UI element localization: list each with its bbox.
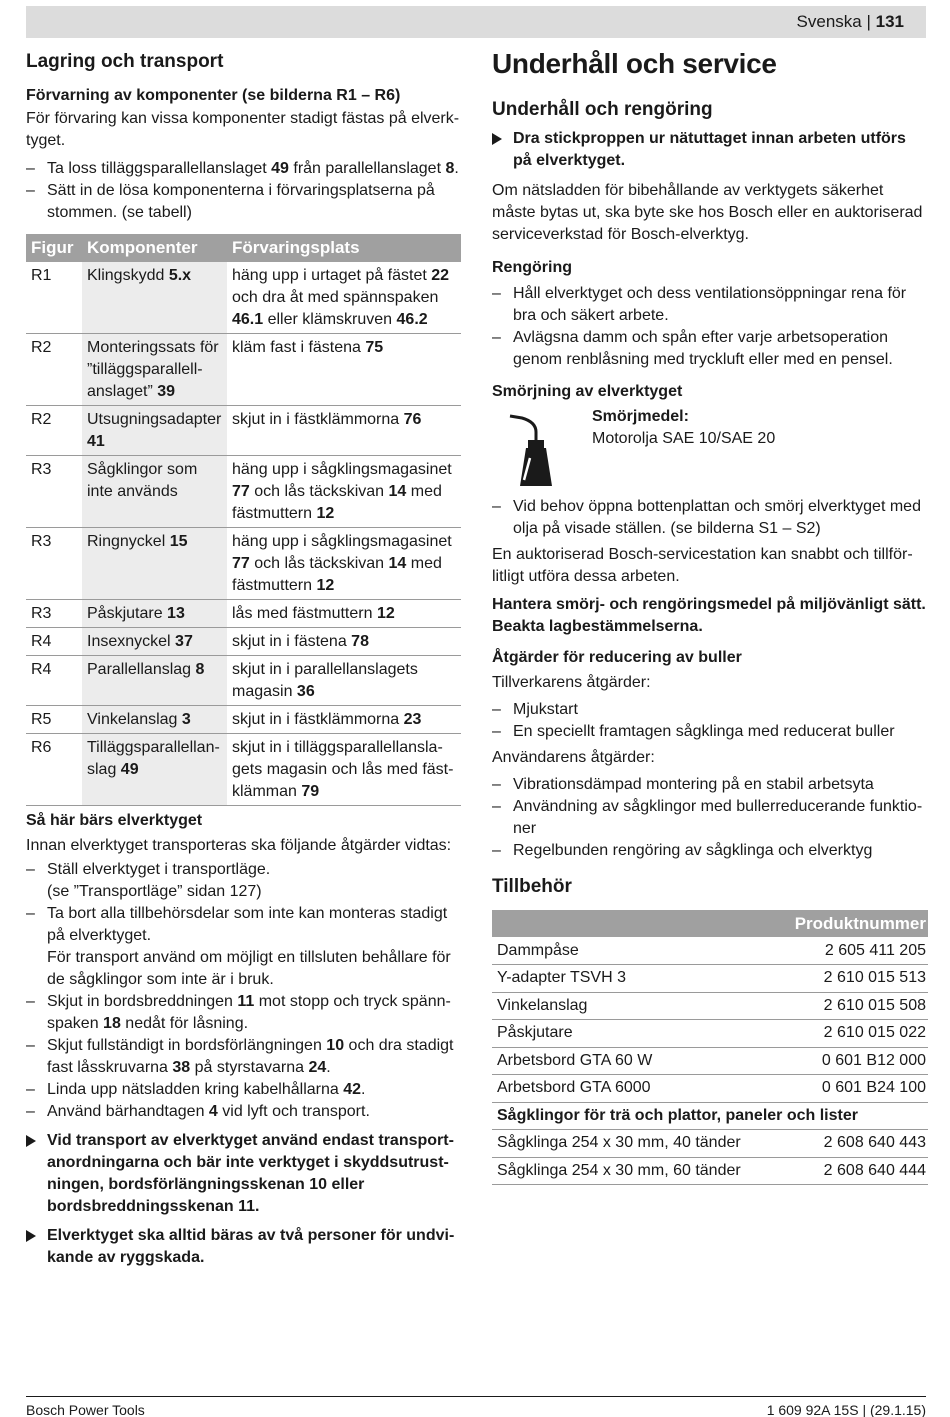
accessory-row bbox=[492, 1047, 928, 1075]
transport-step: – Ställ elverktyget i transportläge. (se ”Transportläge” sidan 127) bbox=[26, 859, 461, 903]
table-row bbox=[26, 734, 461, 806]
table-row bbox=[26, 706, 461, 734]
footer-brand: Bosch Power Tools bbox=[26, 1402, 145, 1417]
accessory-number: 2 608 640 443 bbox=[794, 1130, 928, 1158]
cell-place: skjut in i tilläggsparallellanslagets magasin och lås med fästklämman 79 bbox=[227, 734, 461, 806]
cell-figure: R3 bbox=[26, 600, 82, 628]
oil-can-icon bbox=[506, 408, 566, 488]
lube-title: Smörjning av elverktyget bbox=[492, 383, 683, 400]
warning-text: Elverktyget ska alltid bäras av två personer för undvikande av ryggskada. bbox=[47, 1227, 455, 1266]
warning-text: Vid transport av elverktyget använd endast transportanordningarna och bär inte verktyget i skyddsutrustningen, bordsförlängningsskenan 10 eller bordsbreddningsskenan 11. bbox=[47, 1132, 454, 1215]
table-row bbox=[26, 406, 461, 456]
maker-measures-label: Tillverkarens åtgärder: bbox=[492, 674, 651, 691]
warning-triangle-icon bbox=[26, 1135, 36, 1147]
warning-item bbox=[26, 1130, 461, 1218]
maker-measure: – En speciellt framtagen sågklinga med reducerat buller bbox=[492, 721, 928, 743]
accessory-name: Arbetsbord GTA 60 W bbox=[492, 1047, 794, 1075]
table-row bbox=[26, 528, 461, 600]
accessory-row bbox=[492, 965, 928, 993]
transport-steps bbox=[26, 859, 461, 1123]
user-steps bbox=[492, 774, 928, 862]
transport-warnings bbox=[26, 1130, 461, 1269]
cell-figure: R3 bbox=[26, 528, 82, 600]
cell-component: Klingskydd 5.x bbox=[82, 262, 227, 334]
transport-step: – Skjut in bordsbreddningen 11 mot stopp och tryck spännspaken 18 nedåt för låsning. bbox=[26, 991, 461, 1035]
accessory-number: 2 610 015 513 bbox=[794, 965, 928, 993]
cell-figure: R6 bbox=[26, 734, 82, 806]
accessory-section-label: Sågklingor för trä och plattor, paneler och lister bbox=[492, 1102, 928, 1130]
accessory-number: 0 601 B12 000 bbox=[794, 1047, 928, 1075]
cell-component: Ringnyckel 15 bbox=[82, 528, 227, 600]
accessory-row bbox=[492, 1157, 928, 1185]
footer-doc-id: 1 609 92A 15S | (29.1.15) bbox=[766, 1402, 926, 1417]
accessory-number: 2 605 411 205 bbox=[794, 937, 928, 965]
warning-item bbox=[26, 1225, 461, 1269]
cell-figure: R1 bbox=[26, 262, 82, 334]
transport-step: – Ta bort alla tillbehörsdelar som inte kan monteras stadigt på elverktyget. För transport använd om möjligt en tillsluten behållare för de sågklingor som inte är i bruk. bbox=[26, 903, 461, 991]
noise-title: Åtgärder för reducering av buller bbox=[492, 649, 742, 666]
cell-place: skjut in i fästklämmorna 23 bbox=[227, 706, 461, 734]
table-row bbox=[26, 262, 461, 334]
right-column bbox=[492, 46, 928, 1185]
cell-component: Parallellanslag 8 bbox=[82, 656, 227, 706]
accessories-table bbox=[492, 910, 928, 1185]
cell-place: skjut in i fästena 78 bbox=[227, 628, 461, 656]
user-measures-label: Användarens åtgärder: bbox=[492, 749, 655, 766]
accessory-name: Sågklinga 254 x 30 mm, 40 tänder bbox=[492, 1130, 794, 1158]
cell-figure: R4 bbox=[26, 628, 82, 656]
accessory-row bbox=[492, 992, 928, 1020]
table-row bbox=[26, 628, 461, 656]
col-header-place: Förvaringsplats bbox=[227, 234, 461, 262]
cleaning-step: – Avlägsna damm och spån efter varje arbetsoperation genom renblåsning med tryckluft eller med en pensel. bbox=[492, 327, 928, 371]
storage-step: – Ta loss tilläggsparallellanslaget 49 från parallellanslaget 8. bbox=[26, 158, 461, 180]
cell-component: Sågklingor som inte används bbox=[82, 456, 227, 528]
maker-measure: – Mjukstart bbox=[492, 699, 928, 721]
accessory-name: Y-adapter TSVH 3 bbox=[492, 965, 794, 993]
cell-figure: R2 bbox=[26, 334, 82, 406]
product-number-header: Produktnummer bbox=[492, 910, 928, 937]
accessory-row bbox=[492, 1075, 928, 1103]
accessory-number: 0 601 B24 100 bbox=[794, 1075, 928, 1103]
accessory-section-row bbox=[492, 1102, 928, 1130]
storage-table bbox=[26, 234, 461, 806]
accessory-row bbox=[492, 937, 928, 965]
storage-intro: För förvaring kan vissa komponenter stadigt fästas på elverktyget. bbox=[26, 110, 460, 149]
section-title-storage: Lagring och transport bbox=[26, 51, 224, 72]
accessory-name: Arbetsbord GTA 6000 bbox=[492, 1075, 794, 1103]
user-measure: – Regelbunden rengöring av sågklinga och elverktyg bbox=[492, 840, 928, 862]
page-header bbox=[797, 11, 904, 33]
cell-component: Utsugningsadapter 41 bbox=[82, 406, 227, 456]
header-language: Svenska bbox=[796, 12, 862, 31]
storage-step: – Sätt in de lösa komponenterna i förvaringsplatserna på stommen. (se tabell) bbox=[26, 180, 461, 224]
table-row bbox=[26, 334, 461, 406]
storage-steps bbox=[26, 158, 461, 224]
accessory-row bbox=[492, 1130, 928, 1158]
cell-place: lås med fästmuttern 12 bbox=[227, 600, 461, 628]
maintenance-warning bbox=[492, 128, 928, 172]
header-bar bbox=[26, 6, 926, 38]
lube-steps bbox=[492, 496, 928, 540]
cell-component: Vinkelanslag 3 bbox=[82, 706, 227, 734]
table-row bbox=[26, 456, 461, 528]
transport-step: – Skjut fullständigt in bordsförlängningen 10 och dra stadigt fast låsskruvarna 38 på styrstavarna 24. bbox=[26, 1035, 461, 1079]
left-column bbox=[26, 46, 461, 1269]
maker-steps bbox=[492, 699, 928, 743]
col-header-component: Komponenter bbox=[82, 234, 227, 262]
cell-component: Monteringssats för ”tilläggsparallellanslaget” 39 bbox=[82, 334, 227, 406]
warning-triangle-icon bbox=[492, 133, 502, 145]
accessory-name: Sågklinga 254 x 30 mm, 60 tänder bbox=[492, 1157, 794, 1185]
transport-intro: Innan elverktyget transporteras ska följande åtgärder vidtas: bbox=[26, 837, 452, 854]
accessories-title: Tillbehör bbox=[492, 876, 572, 897]
page-number: 131 bbox=[875, 12, 904, 31]
cell-component: Insexnyckel 37 bbox=[82, 628, 227, 656]
environment-text: Hantera smörj- och rengöringsmedel på miljövänligt sätt. Beakta lagbestämmelserna. bbox=[492, 596, 926, 635]
cell-place: skjut in i fästklämmorna 76 bbox=[227, 406, 461, 456]
transport-step: – Använd bärhandtagen 4 vid lyft och transport. bbox=[26, 1101, 461, 1123]
maintenance-warning-text: Dra stickproppen ur nätuttaget innan arbeten utförs på elverktyget. bbox=[513, 130, 906, 169]
cleaning-step: – Håll elverktyget och dess ventilationsöppningar rena för bra och säkert arbete. bbox=[492, 283, 928, 327]
cell-component: Tilläggsparallellanslag 49 bbox=[82, 734, 227, 806]
accessory-number: 2 610 015 022 bbox=[794, 1020, 928, 1048]
accessory-name: Påskjutare bbox=[492, 1020, 794, 1048]
cell-place: skjut in i parallellanslagets magasin 36 bbox=[227, 656, 461, 706]
col-header-figure: Figur bbox=[26, 234, 82, 262]
lube-label: Smörjmedel: bbox=[592, 408, 689, 425]
accessory-name: Dammpåse bbox=[492, 937, 794, 965]
cell-figure: R4 bbox=[26, 656, 82, 706]
header-separator: | bbox=[866, 12, 871, 31]
transport-title: Så här bärs elverktyget bbox=[26, 812, 203, 829]
user-measure: – Vibrationsdämpad montering på en stabil arbetsyta bbox=[492, 774, 928, 796]
user-measure: – Användning av sågklingor med bullerreducerande funktioner bbox=[492, 796, 928, 840]
transport-step: – Linda upp nätsladden kring kabelhållarna 42. bbox=[26, 1079, 461, 1101]
accessory-number: 2 608 640 444 bbox=[794, 1157, 928, 1185]
accessory-row bbox=[492, 1020, 928, 1048]
table-row bbox=[26, 600, 461, 628]
storage-subtitle: Förvarning av komponenter (se bilderna R1 – R6) bbox=[26, 87, 401, 104]
page-title-maintenance: Underhåll och service bbox=[492, 48, 777, 79]
cell-place: kläm fast i fästena 75 bbox=[227, 334, 461, 406]
warning-triangle-icon bbox=[26, 1230, 36, 1242]
cleaning-steps bbox=[492, 283, 928, 371]
cell-place: häng upp i urtaget på fästet 22 och dra åt med spännspaken 46.1 eller klämskruven 46.2 bbox=[227, 262, 461, 334]
cable-text: Om nätsladden för bibehållande av verktygets säkerhet måste bytas ut, ska byte ske hos Bosch eller en auktoriserad serviceverkstad för Bosch-elverktyg. bbox=[492, 182, 923, 243]
cell-place: häng upp i sågklingsmagasinet 77 och lås täckskivan 14 med fästmuttern 12 bbox=[227, 528, 461, 600]
cell-figure: R2 bbox=[26, 406, 82, 456]
maintenance-subtitle: Underhåll och rengöring bbox=[492, 99, 713, 120]
cell-figure: R5 bbox=[26, 706, 82, 734]
storage-table-header bbox=[26, 234, 461, 262]
cell-place: häng upp i sågklingsmagasinet 77 och lås täckskivan 14 med fästmuttern 12 bbox=[227, 456, 461, 528]
accessory-number: 2 610 015 508 bbox=[794, 992, 928, 1020]
cleaning-title: Rengöring bbox=[492, 259, 572, 276]
lube-step: – Vid behov öppna bottenplattan och smörj elverktyget med olja på visade ställen. (se bilderna S1 – S2) bbox=[492, 496, 928, 540]
accessory-name: Vinkelanslag bbox=[492, 992, 794, 1020]
footer-divider bbox=[26, 1396, 926, 1397]
cell-figure: R3 bbox=[26, 456, 82, 528]
table-row bbox=[26, 656, 461, 706]
lube-value: Motorolja SAE 10/SAE 20 bbox=[592, 430, 776, 447]
service-text: En auktoriserad Bosch-servicestation kan snabbt och tillförlitligt utföra dessa arbeten. bbox=[492, 546, 913, 585]
cell-component: Påskjutare 13 bbox=[82, 600, 227, 628]
lube-block bbox=[492, 406, 928, 488]
